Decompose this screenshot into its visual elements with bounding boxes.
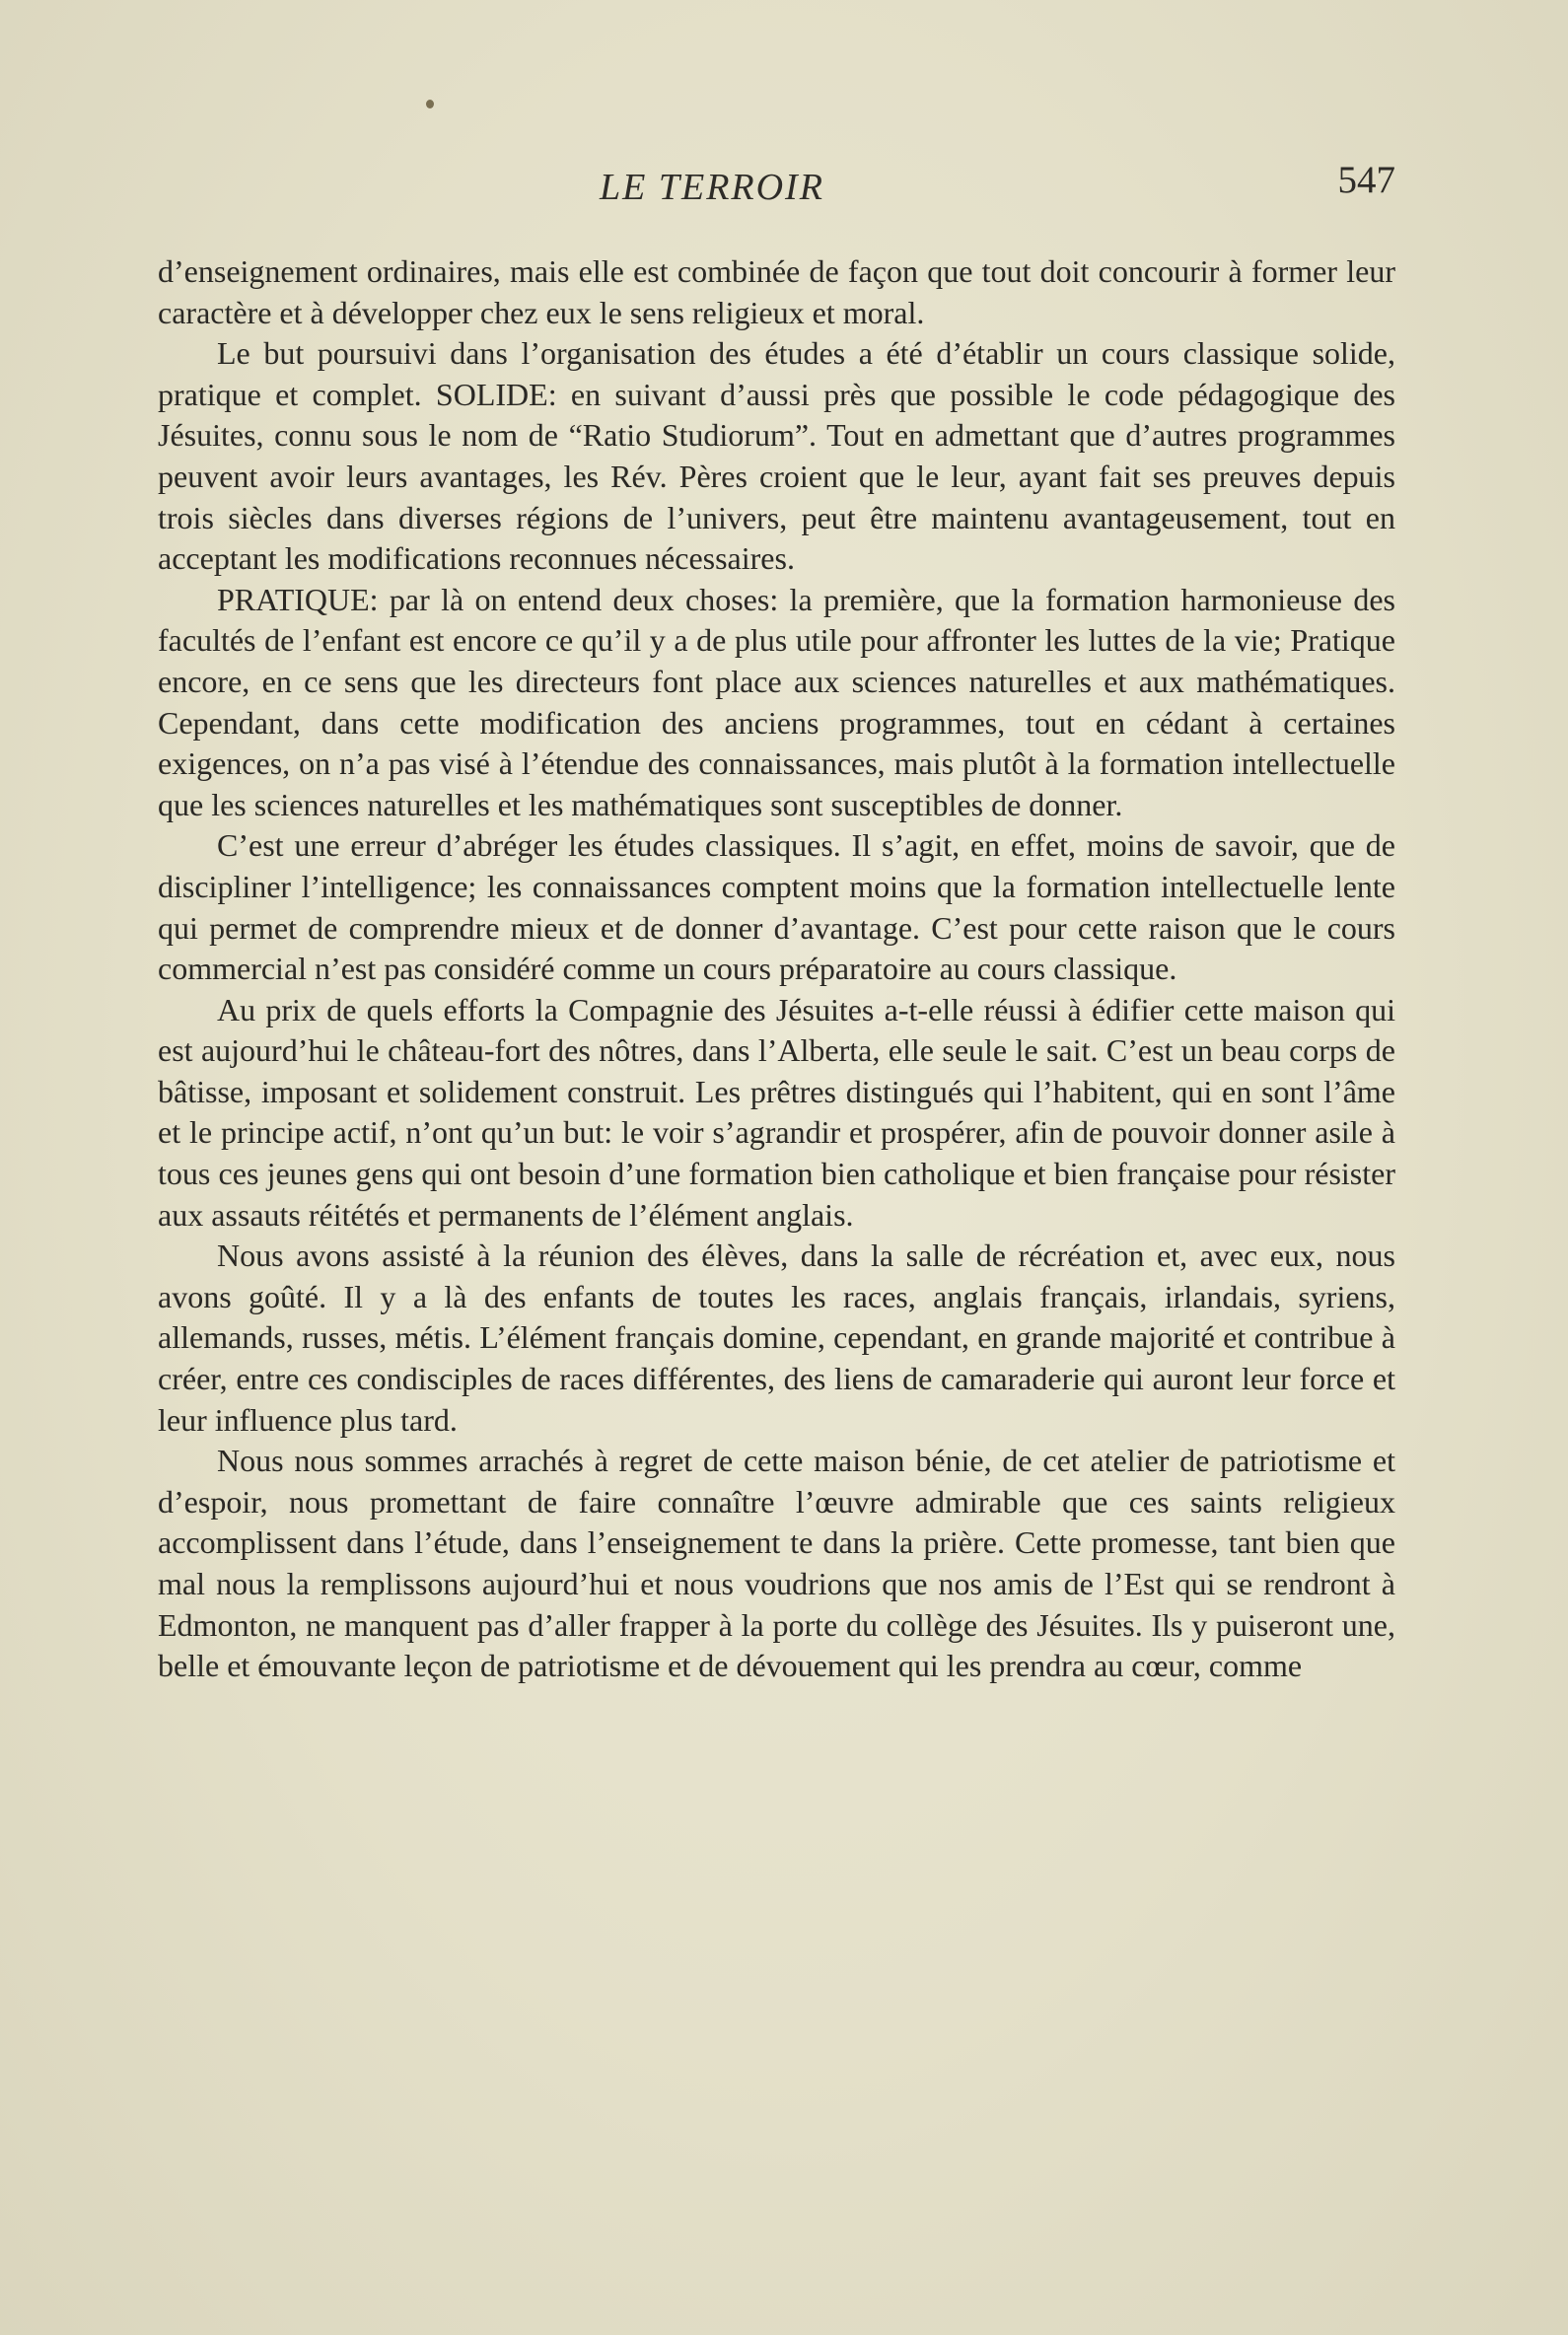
page-header	[158, 158, 1395, 217]
paragraph-6: Nous avons assisté à la réunion des élèves, dans la salle de récréation et, avec eux, nous avons goûté. Il y a là des enfants de toutes les races, anglais français, irlandais, syriens, allemands, russes, métis. L’élément français domine, cependant, en grande majorité et contribue à créer, entre ces condisciples de races différentes, des liens de camaraderie qui auront leur force et leur influence plus tard.	[158, 1238, 1395, 1438]
paragraph-1: d’enseignement ordinaires, mais elle est combinée de façon que tout doit concourir à former leur caractère et à développer chez eux le sens religieux et moral.	[158, 253, 1395, 330]
page-number: 547	[1337, 159, 1395, 201]
paragraph-2: Le but poursuivi dans l’organisation des études a été d’établir un cours classique solide, pratique et complet. SOLIDE: en suivant d’aussi près que possible le code pédagogique des Jésuites, connu sous le nom de “Ratio Studiorum”. Tout en admettant que d’autres programmes peuvent avoir leurs avantages, les Rév. Pères croient que le leur, ayant fait ses preuves depuis trois siècles dans diverses régions de l’univers, peut être maintenu avantageusement, tout en acceptant les modifications reconnues nécessaires.	[158, 335, 1395, 577]
ink-speck	[426, 100, 434, 108]
paragraph-4: C’est une erreur d’abréger les études classiques. Il s’agit, en effet, moins de savoir, que de discipliner l’intelligence; les connaissances comptent moins que la formation intellectuelle lente qui permet de comprendre mieux et de donner d’avantage. C’est pour cette raison que le cours commercial n’est pas considéré comme un cours préparatoire au cours classique.	[158, 827, 1395, 987]
paragraph-5: Au prix de quels efforts la Compagnie des Jésuites a-t-elle réussi à édifier cette maison qui est aujourd’hui le château-fort des nôtres, dans l’Alberta, elle seule le sait. C’est un beau corps de bâtisse, imposant et solidement construit. Les prêtres distingués qui l’habitent, qui en sont l’âme et le principe actif, n’ont qu’un but: le voir s’agrandir et prospérer, afin de pouvoir donner asile à tous ces jeunes gens qui ont besoin d’une formation bien catholique et bien française pour résister aux assauts réitétés et permanents de l’élément anglais.	[158, 991, 1395, 1233]
paragraph-7: Nous nous sommes arrachés à regret de cette maison bénie, de cet atelier de patriotisme et d’espoir, nous promettant de faire connaître l’œuvre admirable que ces saints religieux accomplissent dans l’étude, dans l’enseignement te dans la prière. Cette promesse, tant bien que mal nous la remplissons aujourd’hui et nous voudrions que nos amis de l’Est qui se rendront à Edmonton, ne manquent pas d’aller frapper à la porte du collège des Jésuites. Ils y puiseront une, belle et émouvante leçon de patriotisme et de dévouement qui les prendra au cœur, comme	[158, 1443, 1395, 1684]
running-title: LE TERROIR	[600, 167, 824, 208]
body-text	[158, 251, 1395, 1687]
paragraph-3: PRATIQUE: par là on entend deux choses: la première, que la formation harmonieuse des facultés de l’enfant est encore ce qu’il y a de plus utile pour affronter les luttes de la vie; Pratique encore, en ce sens que les directeurs font place aux sciences naturelles et aux mathématiques. Cependant, dans cette modification des anciens programmes, tout en cédant à certaines exigences, on n’a pas visé à l’étendue des connaissances, mais plutôt à la formation intellectuelle que les sciences naturelles et les mathématiques sont susceptibles de donner.	[158, 581, 1395, 822]
